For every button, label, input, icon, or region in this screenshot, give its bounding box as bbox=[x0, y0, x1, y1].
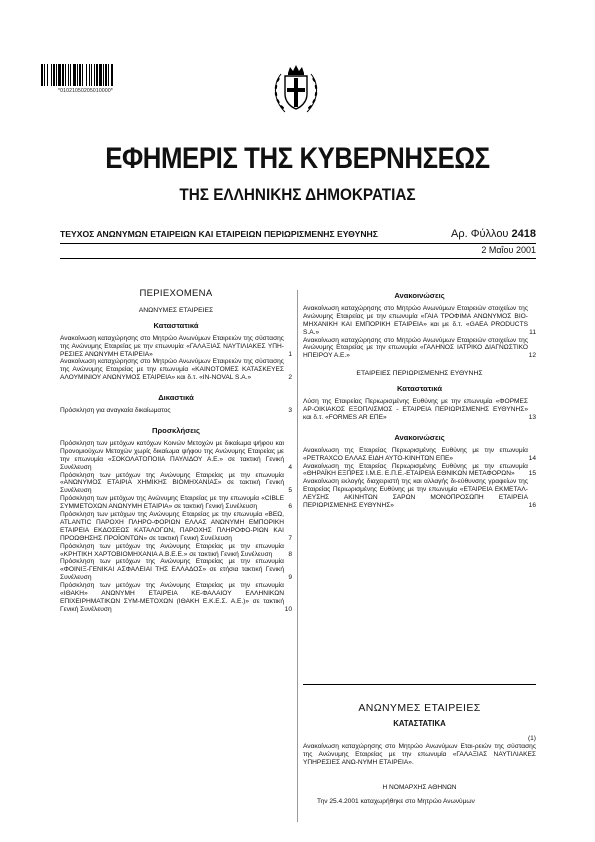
toc-entry-page: 1 bbox=[288, 350, 292, 358]
toc-entry-page: 5 bbox=[288, 487, 292, 495]
body-category-title: ΚΑΤΑΣΤΑΤΙΚΑ bbox=[393, 719, 446, 728]
header-rule-bottom bbox=[60, 258, 536, 259]
toc-entry-page: 12 bbox=[528, 352, 536, 360]
toc-entry-page: 15 bbox=[528, 470, 536, 478]
toc-entry bbox=[303, 337, 536, 361]
toc-entry bbox=[60, 358, 292, 382]
section-rule bbox=[303, 684, 536, 685]
toc-entry-page: 16 bbox=[528, 502, 536, 510]
toc-entry-text: Ανακοίνωση καταχώρησης στο Μητρώο Ανωνύμων Εταιρειών της σύστασης της Ανώνυμης Εταιρείας με την επωνυμία «ΚΑΙΝΟΤΟΜΕΣ ΚΑΤΑΣΚΕΥΕΣ ΑΛΟΥΜΙΝΙΟΥ ΑΝΩΝΥΜΟΣ ΕΤΑΙΡΕΙΑ» και δ.τ. «ΙΝ-NOVAL S.A.» bbox=[60, 358, 284, 382]
barcode-bar bbox=[113, 64, 114, 86]
toc-entry bbox=[60, 440, 292, 472]
toc-category-anakoinoseis-epe: Ανακοινώσεις bbox=[394, 432, 445, 442]
toc-right-column bbox=[303, 290, 536, 510]
issue-number: 2418 bbox=[511, 228, 536, 240]
toc-left-column bbox=[60, 290, 292, 614]
barcode-number: *01021050205010000* bbox=[58, 88, 113, 94]
toc-category-katastatika-epe: Καταστατικά bbox=[396, 384, 442, 394]
toc-list-anakoinoseis-epe bbox=[303, 447, 536, 510]
toc-entry-text: Ανακοίνωση της Εταιρείας Περιωρισμένης Ευθύνης με την επωνυμία «PETRAXCO ΕΛΛΑΣ ΕΙΔΗ ΑΥΤΟ-ΚΙΝΗΤΩΝ ΕΠΕ» bbox=[303, 446, 528, 462]
toc-entry-text: Ανακοίνωση καταχώρησης στο Μητρώο Ανωνύμων Εταιρειών της σύστασης της Ανώνυμης Εταιρείας με την επωνυμία «ΓΑΛΑΞΙΑΣ ΝΑΥΤΙΛΙΑΚΕΣ ΥΠΗ-ΡΕΣΙΕΣ ΑΝΩΝΥΜΗ ΕΤΑΙΡΕΙΑ» bbox=[60, 334, 284, 358]
toc-entry-text: Πρόσκληση των μετόχων της Ανώνυμης Εταιρείας με την επωνυμία «ΒΕΩ, ATLANTIC ΠΑΡΟΧΗ ΠΛΗΡΟ-ΦΟΡΙΩΝ ΕΛΛΑΣ ΑΝΩΝΥΜΗ ΕΜΠΟΡΙΚΗ ΕΤΑΙΡΕΙΑ ΕΚΔΟΣΕΩΣ ΚΑΤΑΛΟΓΩΝ, ΠΑΡΟΧΗΣ ΠΛΗΡΟΦΟ-ΡΙΩΝ ΚΑΙ ΠΡΟΩΘΗΣΗΣ ΠΡΟΪΟΝΤΩΝ» σε τακτική Γενική Συνέλευση bbox=[60, 511, 284, 542]
toc-entry-page: 9 bbox=[288, 574, 292, 582]
toc-entry-text: Πρόσκληση των μετόχων της Ανώνυμης Εταιρείας με την επωνυμία «ΚΡΗΤΙΚΗ ΧΑΡΤΟΒΙΟΜΗΧΑΝΙΑ Α.Β.Ε.Ε.» σε τακτική Γενική Συνέλευση bbox=[60, 542, 284, 558]
header-rule-top bbox=[60, 243, 536, 244]
toc-entry-page: 6 bbox=[288, 503, 292, 511]
toc-category-katastatika: Καταστατικά bbox=[153, 320, 199, 330]
toc-entry bbox=[60, 495, 292, 511]
masthead-subtitle: ΤΗΣ ΕΛΛΗΝΙΚΗΣ ΔΗΜΟΚΡΑΤΙΑΣ bbox=[179, 185, 416, 204]
toc-heading: ΠΕΡΙΕΧΟΜΕΝΑ bbox=[139, 288, 213, 299]
toc-entry bbox=[60, 407, 292, 415]
toc-entry bbox=[60, 511, 292, 543]
issue-series-line bbox=[60, 229, 536, 239]
toc-entry-text: Πρόσκληση για αναγκαία δικαίωματος bbox=[60, 407, 171, 415]
issue-info bbox=[451, 228, 536, 240]
toc-entry-text: Πρόσκληση των μετόχων της Ανώνυμης Εταιρείας με την επωνυμία «ΑΝΩΝΥΜΟΣ ΕΤΑΙΡΙΑ ΧΗΜΙΚΗΣ ΒΙΟΜΗΧΑΝΙΑΣ» σε τακτική Γενική Συνέλευση bbox=[60, 471, 284, 495]
toc-entry-page: 10 bbox=[284, 605, 292, 613]
toc-list-katastatika bbox=[60, 335, 292, 382]
toc-section-epe: ΕΤΑΙΡΕΙΕΣ ΠΕΡΙΩΡΙΣΜΕΝΗΣ ΕΥΘΥΝΗΣ bbox=[356, 370, 483, 378]
toc-entry-page: 11 bbox=[529, 328, 536, 336]
toc-entry bbox=[60, 335, 292, 359]
toc-entry bbox=[303, 305, 536, 337]
toc-list-dikastika bbox=[60, 407, 292, 415]
issue-label: Αρ. Φύλλου bbox=[450, 228, 509, 240]
toc-entry-page: 3 bbox=[288, 407, 292, 415]
issue-date: 2 Μαΐου 2001 bbox=[481, 245, 536, 255]
toc-entry-page: 7 bbox=[288, 534, 292, 542]
toc-category-dikastika: Δικαστικά bbox=[158, 393, 194, 403]
toc-entry-page: 2 bbox=[288, 374, 292, 382]
toc-entry-page: 14 bbox=[528, 454, 536, 462]
toc-entry-text: Ανακοίνωση της Εταιρείας Περιωρισμένης Ευθύνης με την επωνυμία «ΘΗΡΑΪΚΗ ΕΞΠΡΕΣ Ι.Μ.Ε. Ε.Π.Ε.-ΕΤΑΙΡΕΙΑ ΕΘΝΙΚΩΝ ΜΕΤΑΦΟΡΩΝ» bbox=[303, 462, 528, 478]
column-divider bbox=[297, 290, 298, 822]
toc-entry bbox=[60, 582, 292, 614]
toc-entry-text: Ανακοίνωση εκλογής διαχειριστή της και αλλαγής δι-εύθυνσης γραφείων της Εταιρείας Περιωρισμένης Ευθύνης με την επωνυμία «ΕΤΑΙΡΕΙΑ ΕΚΜΕΤΑΛ-ΛΕΥΣΗΣ ΑΚΙΝΗΤΩΝ ΣΑΡΩΝ ΜΟΝΟΠΡΟΣΩΠΗ ΕΤΑΙΡΕΙΑ ΠΕΡΙΩΡΙΣΜΕΝΗΣ ΕΥΘΥΝΗΣ» bbox=[303, 478, 528, 510]
body-text-line: Την 25.4.2001 καταχωρήθηκε στο Μητρώο Ανωνύμων bbox=[317, 798, 475, 805]
masthead-title: ΕΦΗΜΕΡΙΣ ΤΗΣ ΚΥΒΕΡΝΗΣΕΩΣ bbox=[105, 142, 490, 175]
toc-entry bbox=[60, 543, 292, 559]
series-title: ΤΕΥΧΟΣ ΑΝΩΝΥΜΩΝ ΕΤΑΙΡΕΙΩΝ ΚΑΙ ΕΤΑΙΡΕΙΩΝ ΠΕΡΙΩΡΙΣΜΕΝΗΣ ΕΥΘΥΝΗΣ bbox=[60, 229, 378, 239]
toc-entry bbox=[303, 463, 536, 479]
toc-entry-page: 4 bbox=[288, 463, 292, 471]
toc-entry-text: Ανακοίνωση καταχώρησης στο Μητρώο Ανωνύμων Εταιρειών στοιχείων της Ανώνυμης Εταιρείας με την επωνυμία «ΓΑΙΑ ΤΡΟΦΙΜΑ ΑΝΩΝΥΜΟΣ ΒΙΟ-ΜΗΧΑΝΙΚΗ ΚΑΙ ΕΜΠΟΡΙΚΗ ΕΤΑΙΡΕΙΑ» και με δ.τ. «GAEA PRODUCTS S.A.» bbox=[303, 304, 528, 336]
toc-entry-text: Ανακοίνωση καταχώρησης στο Μητρώο Ανωνύμων Εταιρειών στοιχείων της Ανώνυμης Εταιρείας με την επωνυμία «ΓΑΛΗΝΟΣ ΙΑΤΡΙΚΟ ΔΙΑΓΝΩΣΤΙΚΟ ΗΠΕΙΡΟΥ Α.Ε.» bbox=[303, 336, 528, 360]
toc-entry bbox=[60, 472, 292, 496]
toc-entry bbox=[303, 478, 536, 510]
toc-entry-text: Πρόσκληση των μετόχων της Ανώνυμης Εταιρείας με την επωνυμία «CIBLE ΣΥΜΜΕΤΟΧΩΝ ΑΝΩΝΥΜΗ ΕΤΑΙΡΙΑ» σε τακτική Γενική Συνέλευση bbox=[60, 495, 284, 511]
toc-entry-text: Πρόσκληση των μετόχων της Ανώνυμης Εταιρείας με την επωνυμία «ΙΘΑΚΗ» ΑΝΩΝΥΜΗ ΕΤΑΙΡΕΙΑ ΚΕ-ΦΑΛΑΙΟΥ ΕΛΛΗΝΙΚΩΝ ΕΠΙΧΕΙΡΗΜΑΤΙΚΩΝ ΣΥΜ-ΜΕΤΟΧΩΝ (ΙΘΑΚΗ Ε.Κ.Ε.Σ. Α.Ε.)» σε τακτική Γενική Συνέλευση bbox=[60, 582, 284, 613]
toc-list-anakoinoseis-ae bbox=[303, 305, 536, 360]
toc-entry-text: Πρόσκληση των μετόχων της Ανώνυμης Εταιρείας με την επωνυμία «ΦΟΙΝΙΞ-ΓΕΝΙΚΑΙ ΑΣΦΑΛΕΙΑΙ ΤΗΣ ΕΛΛΑΔΟΣ» σε ετήσια τακτική Γενική Συνέλευση bbox=[60, 558, 284, 582]
toc-entry-page: 8 bbox=[288, 550, 292, 558]
toc-list-proskliseis bbox=[60, 440, 292, 614]
toc-entry-text: Λύση της Εταιρείας Περιωρισμένης Ευθύνης με την επωνυμία «ΦΟΡΜΕΣ ΑΡ-ΟΙΚΙΑΚΟΣ ΕΞΟΠΛΙΣΜΟΣ - ΕΤΑΙΡΕΙΑ ΠΕΡΙΩΡΙΣΜΕΝΗΣ ΕΥΘΥΝΗΣ» και δ.τ. «FORMES AR ΕΠΕ» bbox=[303, 398, 528, 421]
toc-entry bbox=[60, 558, 292, 582]
item-text: Ανακοίνωση καταχώρησης στο Μητρώο Ανωνύμων Εται-ρειών της σύστασης της Ανώνυμης Εταιρείας με την επωνυμία «ΓΑΛΑΞΙΑΣ ΝΑΥΤΙΛΙΑΚΕΣ ΥΠΗΡΕΣΙΕΣ ΑΝΩ-ΝΥΜΗ ΕΤΑΙΡΕΙΑ». bbox=[303, 743, 536, 766]
toc-entry-text: Πρόσκληση των μετόχων κατόχων Κοινών Μετοχών με δικαίωμα ψήφου και Προνομιούχων Μετοχών χωρίς δικαίωμα ψήφου της Ανώνυμης Εταιρείας με την επωνυμία «ΣΟΚΟΛΑΤΟΠΟΙΙΑ ΠΑΥΛΙΔΟΥ Α.Ε.» σε τακτική Γενική Συνέλευση bbox=[60, 439, 284, 471]
toc-category-proskliseis: Προσκλήσεις bbox=[152, 425, 200, 435]
barcode bbox=[41, 64, 153, 86]
issuing-authority: Η ΝΟΜΑΡΧΗΣ ΑΘΗΝΩΝ bbox=[382, 784, 457, 791]
item-number: (1) bbox=[527, 735, 536, 742]
toc-entry bbox=[303, 398, 536, 422]
toc-entry bbox=[303, 447, 536, 463]
greek-coat-of-arms-icon bbox=[271, 62, 321, 118]
toc-list-katastatika-epe bbox=[303, 398, 536, 422]
toc-entry-page: 13 bbox=[528, 413, 536, 421]
body-section-title: ΑΝΩΝΥΜΕΣ ΕΤΑΙΡΕΙΕΣ bbox=[358, 702, 481, 714]
toc-category-anakoinoseis-ae: Ανακοινώσεις bbox=[394, 291, 445, 300]
toc-section-ae: ΑΝΩΝΥΜΕΣ ΕΤΑΙΡΕΙΕΣ bbox=[138, 306, 214, 314]
